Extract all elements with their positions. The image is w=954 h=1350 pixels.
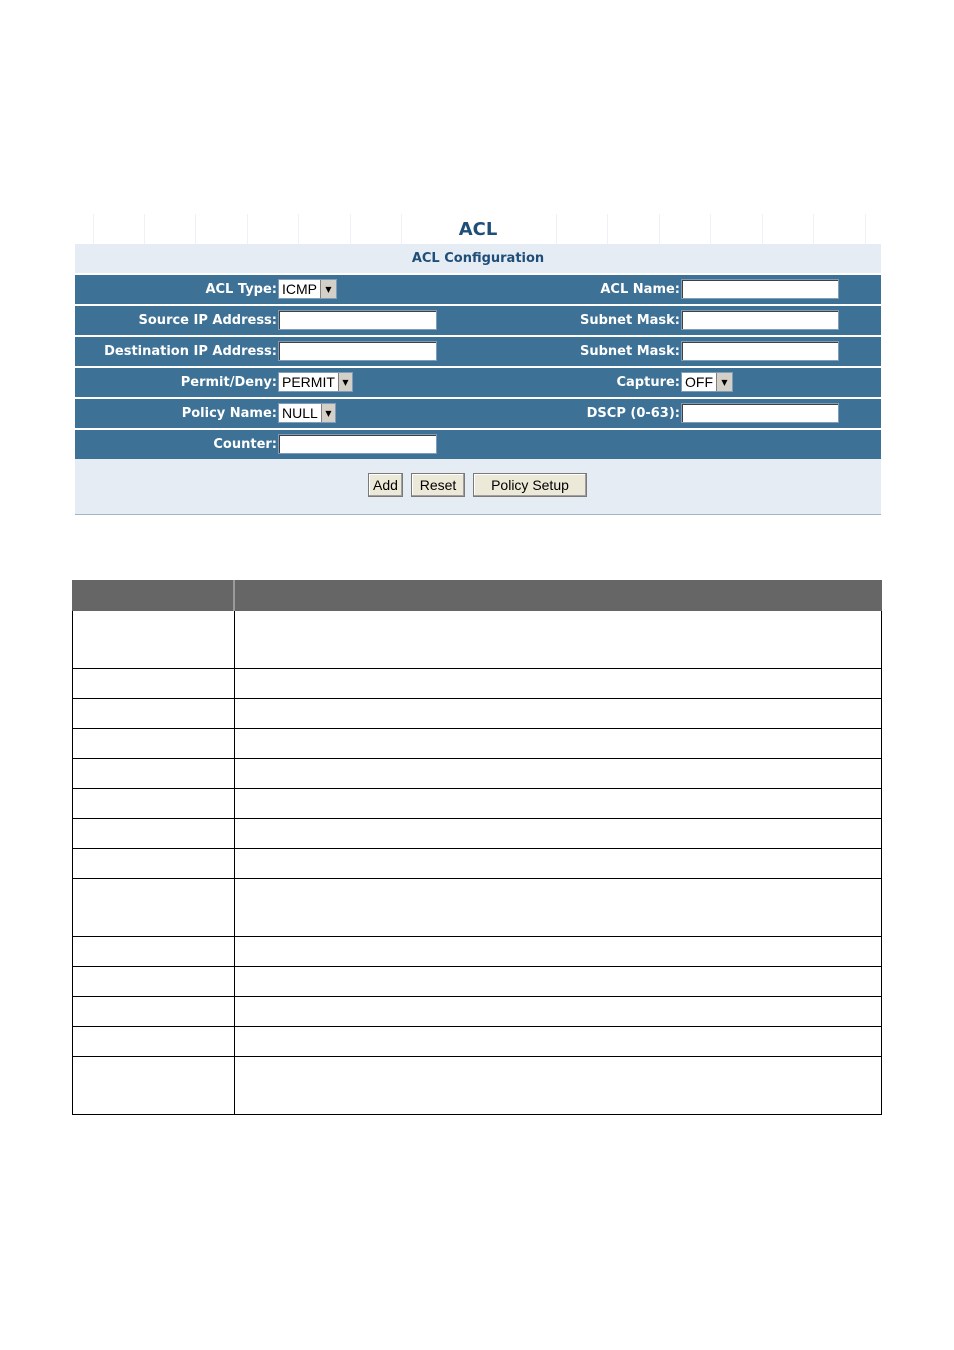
destination-ip-label: Destination IP Address: — [104, 344, 277, 359]
row-acl-type — [75, 275, 881, 304]
description-table — [72, 580, 882, 1115]
table-cell — [73, 849, 235, 879]
table-row — [73, 819, 882, 849]
table-row — [73, 879, 882, 937]
destination-ip-input[interactable] — [278, 341, 437, 361]
row-destination-ip — [75, 337, 881, 366]
table-cell — [73, 967, 235, 997]
table-row — [73, 997, 882, 1027]
table-cell — [234, 849, 882, 879]
table-row — [73, 699, 882, 729]
dropdown-arrow-icon[interactable]: ▼ — [320, 280, 336, 298]
reset-button[interactable]: Reset — [411, 473, 465, 497]
source-subnet-label: Subnet Mask: — [579, 313, 680, 328]
add-button[interactable]: Add — [368, 473, 403, 497]
table-cell — [234, 789, 882, 819]
destination-subnet-input[interactable] — [681, 341, 839, 361]
counter-label: Counter: — [213, 437, 277, 452]
table-row — [73, 849, 882, 879]
table-cell — [234, 611, 882, 669]
table-cell — [234, 759, 882, 789]
row-source-ip — [75, 306, 881, 335]
row-counter — [75, 430, 881, 459]
table-cell — [234, 669, 882, 699]
table-row — [73, 937, 882, 967]
capture-select[interactable] — [681, 372, 733, 392]
policy-name-select[interactable] — [278, 403, 336, 423]
table-cell — [234, 699, 882, 729]
table-row — [73, 729, 882, 759]
counter-input[interactable] — [278, 434, 437, 454]
capture-value: OFF — [685, 374, 713, 390]
acl-name-input[interactable] — [681, 279, 839, 299]
policy-name-label: Policy Name: — [181, 406, 277, 421]
table-cell — [73, 669, 235, 699]
source-ip-label: Source IP Address: — [138, 313, 277, 328]
table-header-row — [73, 581, 882, 611]
acl-type-value: ICMP — [282, 281, 317, 297]
acl-type-label: ACL Type: — [205, 282, 277, 297]
permit-deny-select[interactable] — [278, 372, 353, 392]
acl-type-select[interactable] — [278, 279, 337, 299]
dropdown-arrow-icon[interactable]: ▼ — [716, 373, 732, 391]
table-cell — [234, 729, 882, 759]
dscp-input[interactable] — [681, 403, 839, 423]
permit-deny-value: PERMIT — [282, 374, 335, 390]
table-cell — [73, 611, 235, 669]
source-subnet-input[interactable] — [681, 310, 839, 330]
table-cell — [234, 967, 882, 997]
dropdown-arrow-icon[interactable]: ▼ — [338, 373, 352, 391]
table-header-cell — [73, 581, 235, 611]
table-row — [73, 669, 882, 699]
destination-subnet-label: Subnet Mask: — [579, 344, 680, 359]
table-cell — [234, 937, 882, 967]
policy-setup-button[interactable]: Policy Setup — [473, 473, 587, 497]
acl-panel — [75, 214, 881, 515]
title-strip — [75, 214, 881, 244]
row-policy-name — [75, 399, 881, 428]
acl-name-label: ACL Name: — [600, 282, 680, 297]
table-row — [73, 611, 882, 669]
table-header-cell — [234, 581, 882, 611]
table-cell — [234, 997, 882, 1027]
table-cell — [73, 729, 235, 759]
table-row — [73, 1057, 882, 1115]
table-cell — [234, 1027, 882, 1057]
table-row — [73, 1027, 882, 1057]
table-cell — [73, 699, 235, 729]
table-row — [73, 759, 882, 789]
table-cell — [234, 1057, 882, 1115]
config-header: ACL Configuration — [75, 244, 881, 273]
table-cell — [73, 937, 235, 967]
table-row — [73, 789, 882, 819]
table-row — [73, 967, 882, 997]
button-area — [75, 459, 881, 515]
table-cell — [73, 759, 235, 789]
table-cell — [234, 879, 882, 937]
row-permit-deny — [75, 368, 881, 397]
policy-name-value: NULL — [282, 405, 318, 421]
table-cell — [73, 1057, 235, 1115]
dscp-label: DSCP (0-63): — [586, 406, 680, 421]
table-cell — [73, 879, 235, 937]
page-title: ACL — [458, 219, 498, 240]
dropdown-arrow-icon[interactable]: ▼ — [321, 404, 335, 422]
table-cell — [73, 997, 235, 1027]
permit-deny-label: Permit/Deny: — [180, 375, 277, 390]
table-cell — [73, 819, 235, 849]
table-cell — [73, 789, 235, 819]
source-ip-input[interactable] — [278, 310, 437, 330]
table-cell — [73, 1027, 235, 1057]
capture-label: Capture: — [616, 375, 680, 390]
table-cell — [234, 819, 882, 849]
